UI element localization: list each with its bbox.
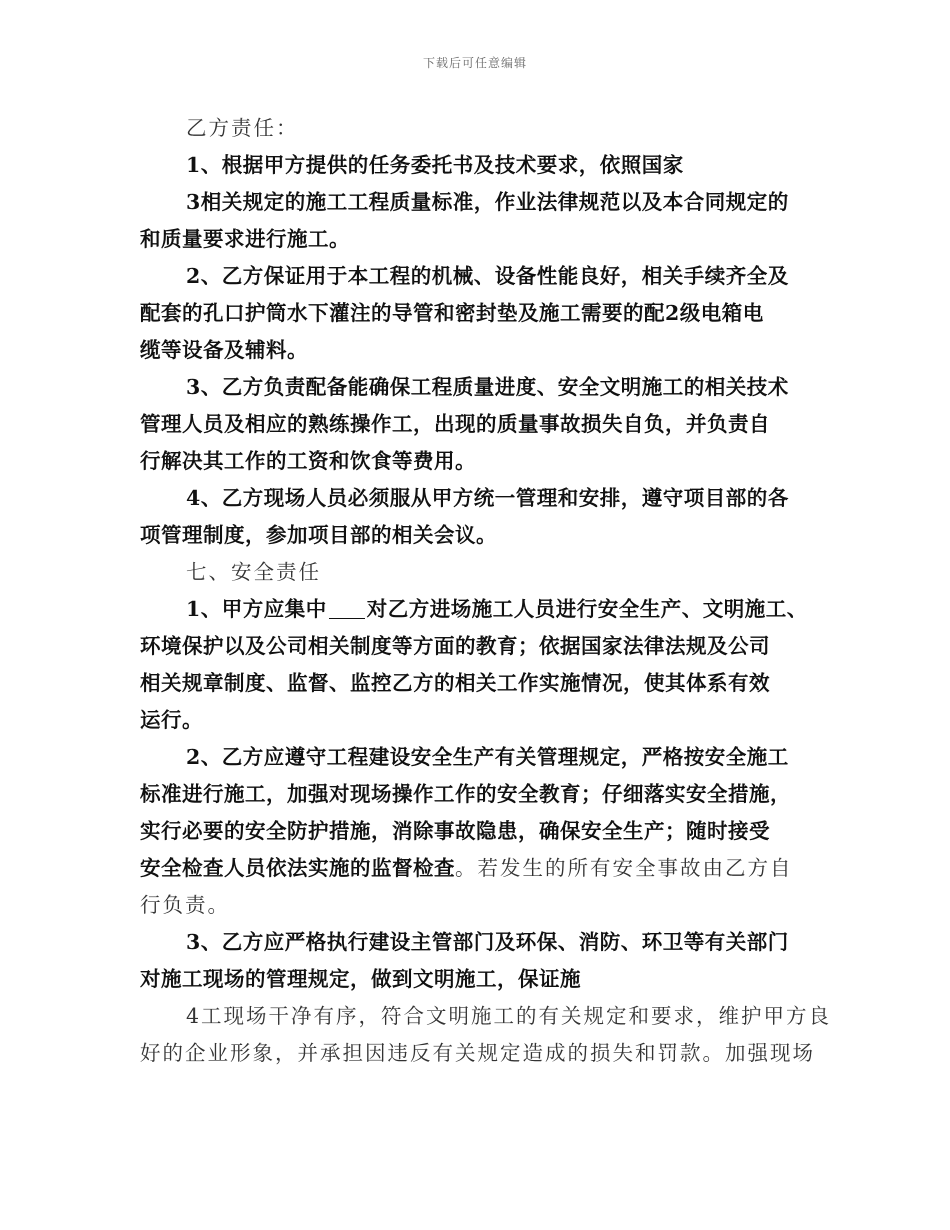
text-line: 乙方责任： [186,116,299,140]
text-line: 项管理制度，参加项目部的相关会议。 [140,523,497,547]
text-line: 3、乙方应严格执行建设主管部门及环保、消防、环卫等有关部门 [186,930,789,954]
text-line: 好的企业形象，并承担因违反有关规定造成的损失和罚款。加强现场 [140,1041,815,1065]
text-line: 环境保护以及公司相关制度等方面的教育；依据国家法律法规及公司 [140,634,770,658]
text-segment: 1、甲方应集中 [186,597,327,621]
fill-in-blank [329,598,365,619]
text-line: 管理人员及相应的熟练操作工，出现的质量事故损失自负，并负责自 [140,412,770,436]
document-body [140,110,832,1072]
text-line: 运行。 [140,708,203,732]
text-line [140,850,820,887]
text-line: 实行必要的安全防护措施，消除事故隐患，确保安全生产；随时接受 [140,819,770,843]
text-line: 2、乙方应遵守工程建设安全生产有关管理规定，严格按安全施工 [186,745,789,769]
text-line: 3相关规定的施工工程质量标准，作业法律规范以及本合同规定的 [186,190,789,214]
text-line: 4、乙方现场人员必须服从甲方统一管理和安排，遵守项目部的各 [186,486,789,510]
text-segment: 对乙方进场施工人员进行安全生产、文明施工、 [366,597,808,621]
page-header: 下载后可任意编辑 [422,56,527,70]
text-line: 4工现场干净有序，符合文明施工的有关规定和要求，维护甲方良 [186,1004,832,1028]
text-line: 2、乙方保证用于本工程的机械、设备性能良好，相关手续齐全及 [186,264,789,288]
text-line: 行负责。 [140,893,230,917]
text-line: 配套的孔口护筒水下灌注的导管和密封垫及施工需要的配2级电箱电 [140,301,764,325]
text-line: 相关规章制度、监督、监控乙方的相关工作实施情况，使其体系有效 [140,671,770,695]
text-line: 缆等设备及辅料。 [140,338,308,362]
text-line: 和质量要求进行施工。 [140,227,350,251]
text-line: 七、安全责任 [186,560,321,584]
text-segment: 安全检查人员依法实施的监督检查 [140,856,455,880]
text-line: 标准进行施工，加强对现场操作工作的安全教育；仔细落实安全措施， [140,782,791,806]
text-line: 对施工现场的管理规定，做到文明施工，保证施 [140,967,581,991]
text-segment: 。若发生的所有安全事故由乙方自 [455,856,793,880]
text-line: 1、根据甲方提供的任务委托书及技术要求，依照国家 [186,153,684,177]
text-line [140,591,820,628]
text-line: 3、乙方负责配备能确保工程质量进度、安全文明施工的相关技术 [186,375,789,399]
text-line: 行解决其工作的工资和饮食等费用。 [140,449,476,473]
